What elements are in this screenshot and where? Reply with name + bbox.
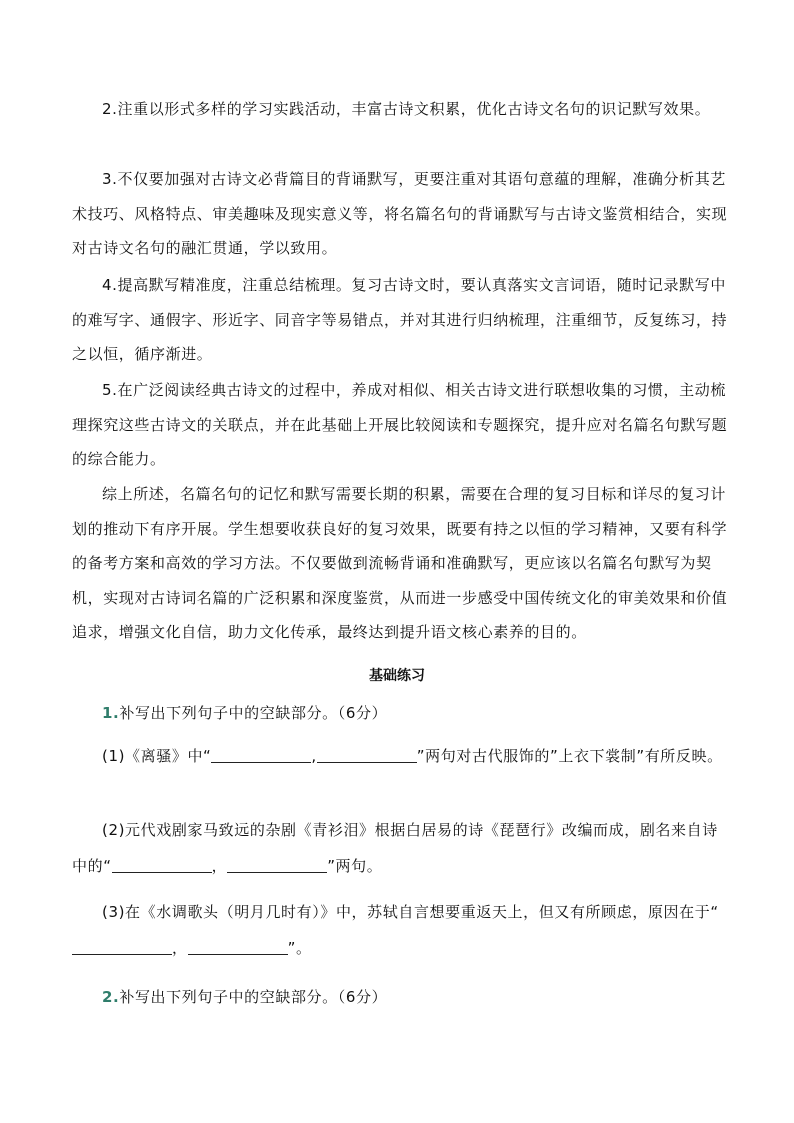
item-2-separator: ， [211,857,228,875]
paragraph-2: 2.注重以形式多样的学习实践活动，丰富古诗文积累，优化古诗文名句的识记默写效果。 [102,100,711,118]
item-2-text-after: ”两句。 [327,857,383,875]
answer-blank[interactable] [188,940,288,955]
question-1-header [102,700,387,726]
summary-paragraph: 综上所述，名篇名句的记忆和默写需要长期的积累，需要在合理的复习目标和详尽的复习计划的推动下有序开展。学生想要收获良好的复习效果，既要有持之以恒的学习精神，又要有科学的备考方案和高效的学习方法。不仅要做到流畅背诵和准确默写，更应该以名篇名句默写为契机，实现对古诗词名篇的广泛积累和深度鉴赏，从而进一步感受中国传统文化的审美效果和价值追求，增强文化自信，助力文化传承，最终达到提升语文核心素养的目的。 [72,485,728,641]
item-1-text-before: (1)《离骚》中“ [102,747,212,765]
item-1-separator: , [311,747,317,765]
question-1-prompt: 补写出下列句子中的空缺部分。（6分） [119,704,388,722]
item-1-text-after: ”两句对古代服饰的”上衣下裳制”有所反映。 [416,747,723,765]
item-3-text-after: ”。 [287,939,312,957]
question-2-prompt: 补写出下列句子中的空缺部分。（6分） [119,988,388,1006]
item-3-separator: ， [172,939,188,957]
question-1-item-1 [72,738,728,774]
answer-blank[interactable] [112,858,212,873]
answer-blank[interactable] [317,748,417,763]
answer-blank[interactable] [211,748,311,763]
item-2-text-before: (2)元代戏剧家马致远的杂剧《青衫泪》根据白居易的诗《琵琶行》改编而成，剧名来自诗中的“ [72,821,718,875]
paragraph-3: 3.不仅要加强对古诗文必背篇目的背诵默写，更要注重对其语句意蕴的理解，准确分析其艺术技巧、风格特点、审美趣味及现实意义等，将名篇名句的背诵默写与古诗文鉴赏相结合，实现对古诗文名句的融汇贯通，学以致用。 [72,170,728,257]
section-heading: 基础练习 [369,668,425,684]
item-3-text-before: (3)在《水调歌头（明月几时有）》中，苏轼自言想要重返天上，但又有所顾虑，原因在于“ [102,903,719,921]
answer-blank[interactable] [72,940,172,955]
question-1-item-3 [72,894,728,966]
question-1-number: 1. [102,704,120,722]
paragraph-4: 4.提高默写精准度，注重总结梳理。复习古诗文时，要认真落实文言词语，随时记录默写中的难写字、通假字、形近字、同音字等易错点，并对其进行归纳梳理，注重细节，反复练习，持之以恒，循序渐进。 [72,276,728,363]
question-2-number: 2. [102,988,120,1006]
question-1-item-2 [72,812,728,884]
answer-blank[interactable] [227,858,327,873]
paragraph-5: 5.在广泛阅读经典古诗文的过程中，养成对相似、相关古诗文进行联想收集的习惯，主动梳理探究这些古诗文的关联点，并在此基础上开展比较阅读和专题探究，提升应对名篇名句默写题的综合能力。 [72,381,728,468]
question-2-header [102,984,387,1010]
